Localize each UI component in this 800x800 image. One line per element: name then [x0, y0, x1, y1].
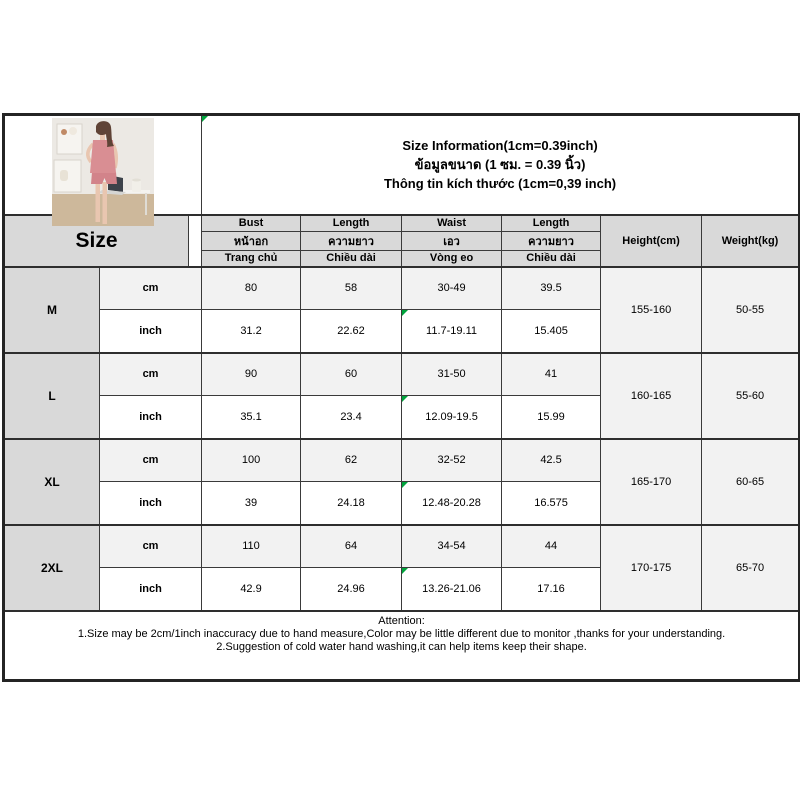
product-photo [52, 118, 154, 226]
size-chart-table [2, 113, 800, 682]
bust-header-th: หน้าอก [202, 232, 301, 251]
xl-waist-cm: 32-52 [402, 439, 502, 482]
l-length2-inch: 15.99 [502, 396, 601, 439]
m-length2-cm: 39.5 [502, 267, 601, 310]
attention-line-2: 2.Suggestion of cold water hand washing,it can help items keep their shape. [216, 640, 587, 653]
m-length-inch: 22.62 [301, 310, 402, 353]
green-flag-icon [402, 568, 408, 574]
weight-header: Weight(kg) [702, 215, 800, 267]
2xl-length-cm: 64 [301, 525, 402, 568]
2xl-unit-inch: inch [100, 568, 202, 611]
2xl-bust-cm: 110 [202, 525, 301, 568]
m-weight: 50-55 [702, 267, 800, 353]
green-flag-icon [402, 482, 408, 488]
waist-header-vi: Vòng eo [402, 251, 502, 267]
m-length-cm: 58 [301, 267, 402, 310]
2xl-waist-cm: 34-54 [402, 525, 502, 568]
attention-heading: Attention: [378, 614, 425, 627]
xl-height: 165-170 [601, 439, 702, 525]
attention-note [4, 611, 800, 681]
2xl-waist-inch [402, 568, 502, 611]
xl-weight: 60-65 [702, 439, 800, 525]
l-waist-cm: 31-50 [402, 353, 502, 396]
waist-header-th: เอว [402, 232, 502, 251]
waist-header-en: Waist [402, 215, 502, 232]
l-height: 160-165 [601, 353, 702, 439]
m-waist-cm: 30-49 [402, 267, 502, 310]
photo-cell [4, 115, 202, 215]
l-length-cm: 60 [301, 353, 402, 396]
xl-length2-cm: 42.5 [502, 439, 601, 482]
2xl-length-inch: 24.96 [301, 568, 402, 611]
size-info-header-cell [202, 115, 800, 215]
size-label-xl: XL [4, 439, 100, 525]
2xl-length2-cm: 44 [502, 525, 601, 568]
m-unit-inch: inch [100, 310, 202, 353]
m-bust-inch: 31.2 [202, 310, 301, 353]
l-waist-inch [402, 396, 502, 439]
size-info-title-vi: Thông tin kích thước (1cm=0,39 inch) [383, 176, 617, 192]
length-header-vi: Chiều dài [301, 251, 402, 267]
bust-header-en: Bust [202, 215, 301, 232]
size-info-title-th: ข้อมูลขนาด (1 ซม. = 0.39 นิ้ว) [414, 157, 586, 173]
l-weight: 55-60 [702, 353, 800, 439]
size-label-l: L [4, 353, 100, 439]
l-bust-cm: 90 [202, 353, 301, 396]
size-label-2xl: 2XL [4, 525, 100, 611]
size-column-header: Size [4, 215, 189, 267]
xl-unit-cm: cm [100, 439, 202, 482]
green-flag-icon [402, 310, 408, 316]
2xl-waist-inch-value: 13.26-21.06 [422, 582, 481, 595]
l-unit-cm: cm [100, 353, 202, 396]
length2-header-th: ความยาว [502, 232, 601, 251]
m-bust-cm: 80 [202, 267, 301, 310]
l-unit-inch: inch [100, 396, 202, 439]
2xl-bust-inch: 42.9 [202, 568, 301, 611]
green-flag-icon [202, 116, 208, 122]
xl-waist-inch-value: 12.48-20.28 [422, 496, 481, 509]
size-label-m: M [4, 267, 100, 353]
m-waist-inch-value: 11.7-19.11 [426, 324, 478, 337]
m-unit-cm: cm [100, 267, 202, 310]
height-header: Height(cm) [601, 215, 702, 267]
bust-header-vi: Trang chủ [202, 251, 301, 267]
spacer-cell [189, 215, 202, 267]
xl-length2-inch: 16.575 [502, 482, 601, 525]
m-length2-inch: 15.405 [502, 310, 601, 353]
2xl-height: 170-175 [601, 525, 702, 611]
2xl-weight: 65-70 [702, 525, 800, 611]
xl-waist-inch [402, 482, 502, 525]
length2-header-en: Length [502, 215, 601, 232]
l-length-inch: 23.4 [301, 396, 402, 439]
l-bust-inch: 35.1 [202, 396, 301, 439]
xl-unit-inch: inch [100, 482, 202, 525]
m-waist-inch [402, 310, 502, 353]
length2-header-vi: Chiều dài [502, 251, 601, 267]
l-length2-cm: 41 [502, 353, 601, 396]
xl-bust-cm: 100 [202, 439, 301, 482]
l-waist-inch-value: 12.09-19.5 [425, 410, 478, 423]
green-flag-icon [402, 396, 408, 402]
xl-length-cm: 62 [301, 439, 402, 482]
attention-line-1: 1.Size may be 2cm/1inch inaccuracy due to hand measure,Color may be little different due to monitor ,thanks for your understanding. [77, 627, 726, 640]
length-header-th: ความยาว [301, 232, 402, 251]
size-info-title-en: Size Information(1cm=0.39inch) [402, 138, 598, 154]
2xl-unit-cm: cm [100, 525, 202, 568]
length-header-en: Length [301, 215, 402, 232]
2xl-length2-inch: 17.16 [502, 568, 601, 611]
xl-length-inch: 24.18 [301, 482, 402, 525]
m-height: 155-160 [601, 267, 702, 353]
xl-bust-inch: 39 [202, 482, 301, 525]
